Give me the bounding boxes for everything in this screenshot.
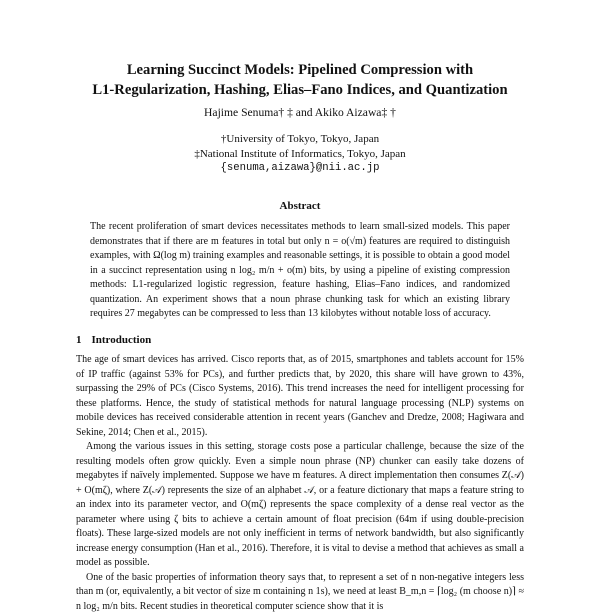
authors: Hajime Senuma† ‡ and Akiko Aizawa‡ † xyxy=(60,106,540,120)
email: {senuma,aizawa}@nii.ac.jp xyxy=(60,161,540,176)
title-line-2: L1-Regularization, Hashing, Elias–Fano Indices, and Quantization xyxy=(60,80,540,100)
affiliation-1: †University of Tokyo, Tokyo, Japan xyxy=(60,132,540,147)
paragraph-3: One of the basic properties of information theory says that, to represent a set of n non-negative integers less than m (or, equivalently, a bit vector of size m containing n 1s), we need at least B_m,n = ⌈log₂ (m choose n)⌉ ≈ n log₂ m/n bits. Recent studies in theoretical computer science show that it is xyxy=(76,571,524,614)
affiliation-2: ‡National Institute of Informatics, Tokyo, Japan xyxy=(60,147,540,162)
section-body xyxy=(76,353,524,614)
affiliations xyxy=(60,132,540,176)
title-line-1: Learning Succinct Models: Pipelined Compression with xyxy=(60,60,540,80)
paper-title xyxy=(60,60,540,100)
abstract-heading: Abstract xyxy=(60,200,540,212)
section-heading xyxy=(76,334,161,346)
section-number: 1 xyxy=(76,334,82,346)
paragraph-1: The age of smart devices has arrived. Cisco reports that, as of 2015, smartphones and tablets account for 15% of IP traffic (against 53% for PCs), and further predicts that, by 2020, this share will have grown to 43%, surpassing the 29% of PCs (Cisco Systems, 2016). This trend increases the need for intelligent processing for these platforms. Hence, the study of statistical methods for natural language processing (NLP) systems on mobile devices has received considerable attention in recent years (Ganchev and Dredze, 2008; Hagiwara and Sekine, 2014; Chen et al., 2015). xyxy=(76,353,524,440)
abstract xyxy=(90,220,510,322)
paragraph-2: Among the various issues in this setting, storage costs pose a particular challenge, because the size of the resulting models often grow quickly. Even a simple noun phrase (NP) chunker can easily take dozens of megabytes if naïvely implemented. Suppose we have m features. A direct implementation then consumes Z(𝒜) + O(mζ), where Z(𝒜) represents the size of an alphabet 𝒜, or a feature dictionary that maps a feature string to an index into its parameter vector, and O(mζ) represents the space complexity of a dense real vector as the parameter where using ζ bits to achieve a certain amount of float precision (64m if using double-precision floats). These large-sized models are not only inefficient in terms of network bandwidth, but also significantly increase energy consumption (Han et al., 2016). Therefore, it is vital to devise a method that achieves as small a model as possible. xyxy=(76,440,524,571)
abstract-text: The recent proliferation of smart devices necessitates methods to learn small-sized models. This paper demonstrates that if there are m features in total but only n = o(√m) features are required to distinguish examples, with Ω(log m) training examples and reasonable settings, it is possible to obtain a good model in a succinct representation using n log₂ m/n + o(m) bits, by using a pipeline of existing compression methods: L1-regularized logistic regression, feature hashing, Elias–Fano indices, and randomized quantization. An experiment shows that a noun phrase chunking task for which an existing library requires 27 megabytes can be compressed to less than 13 kilobytes without notable loss of accuracy. xyxy=(90,220,510,322)
section-title: Introduction xyxy=(92,334,152,346)
